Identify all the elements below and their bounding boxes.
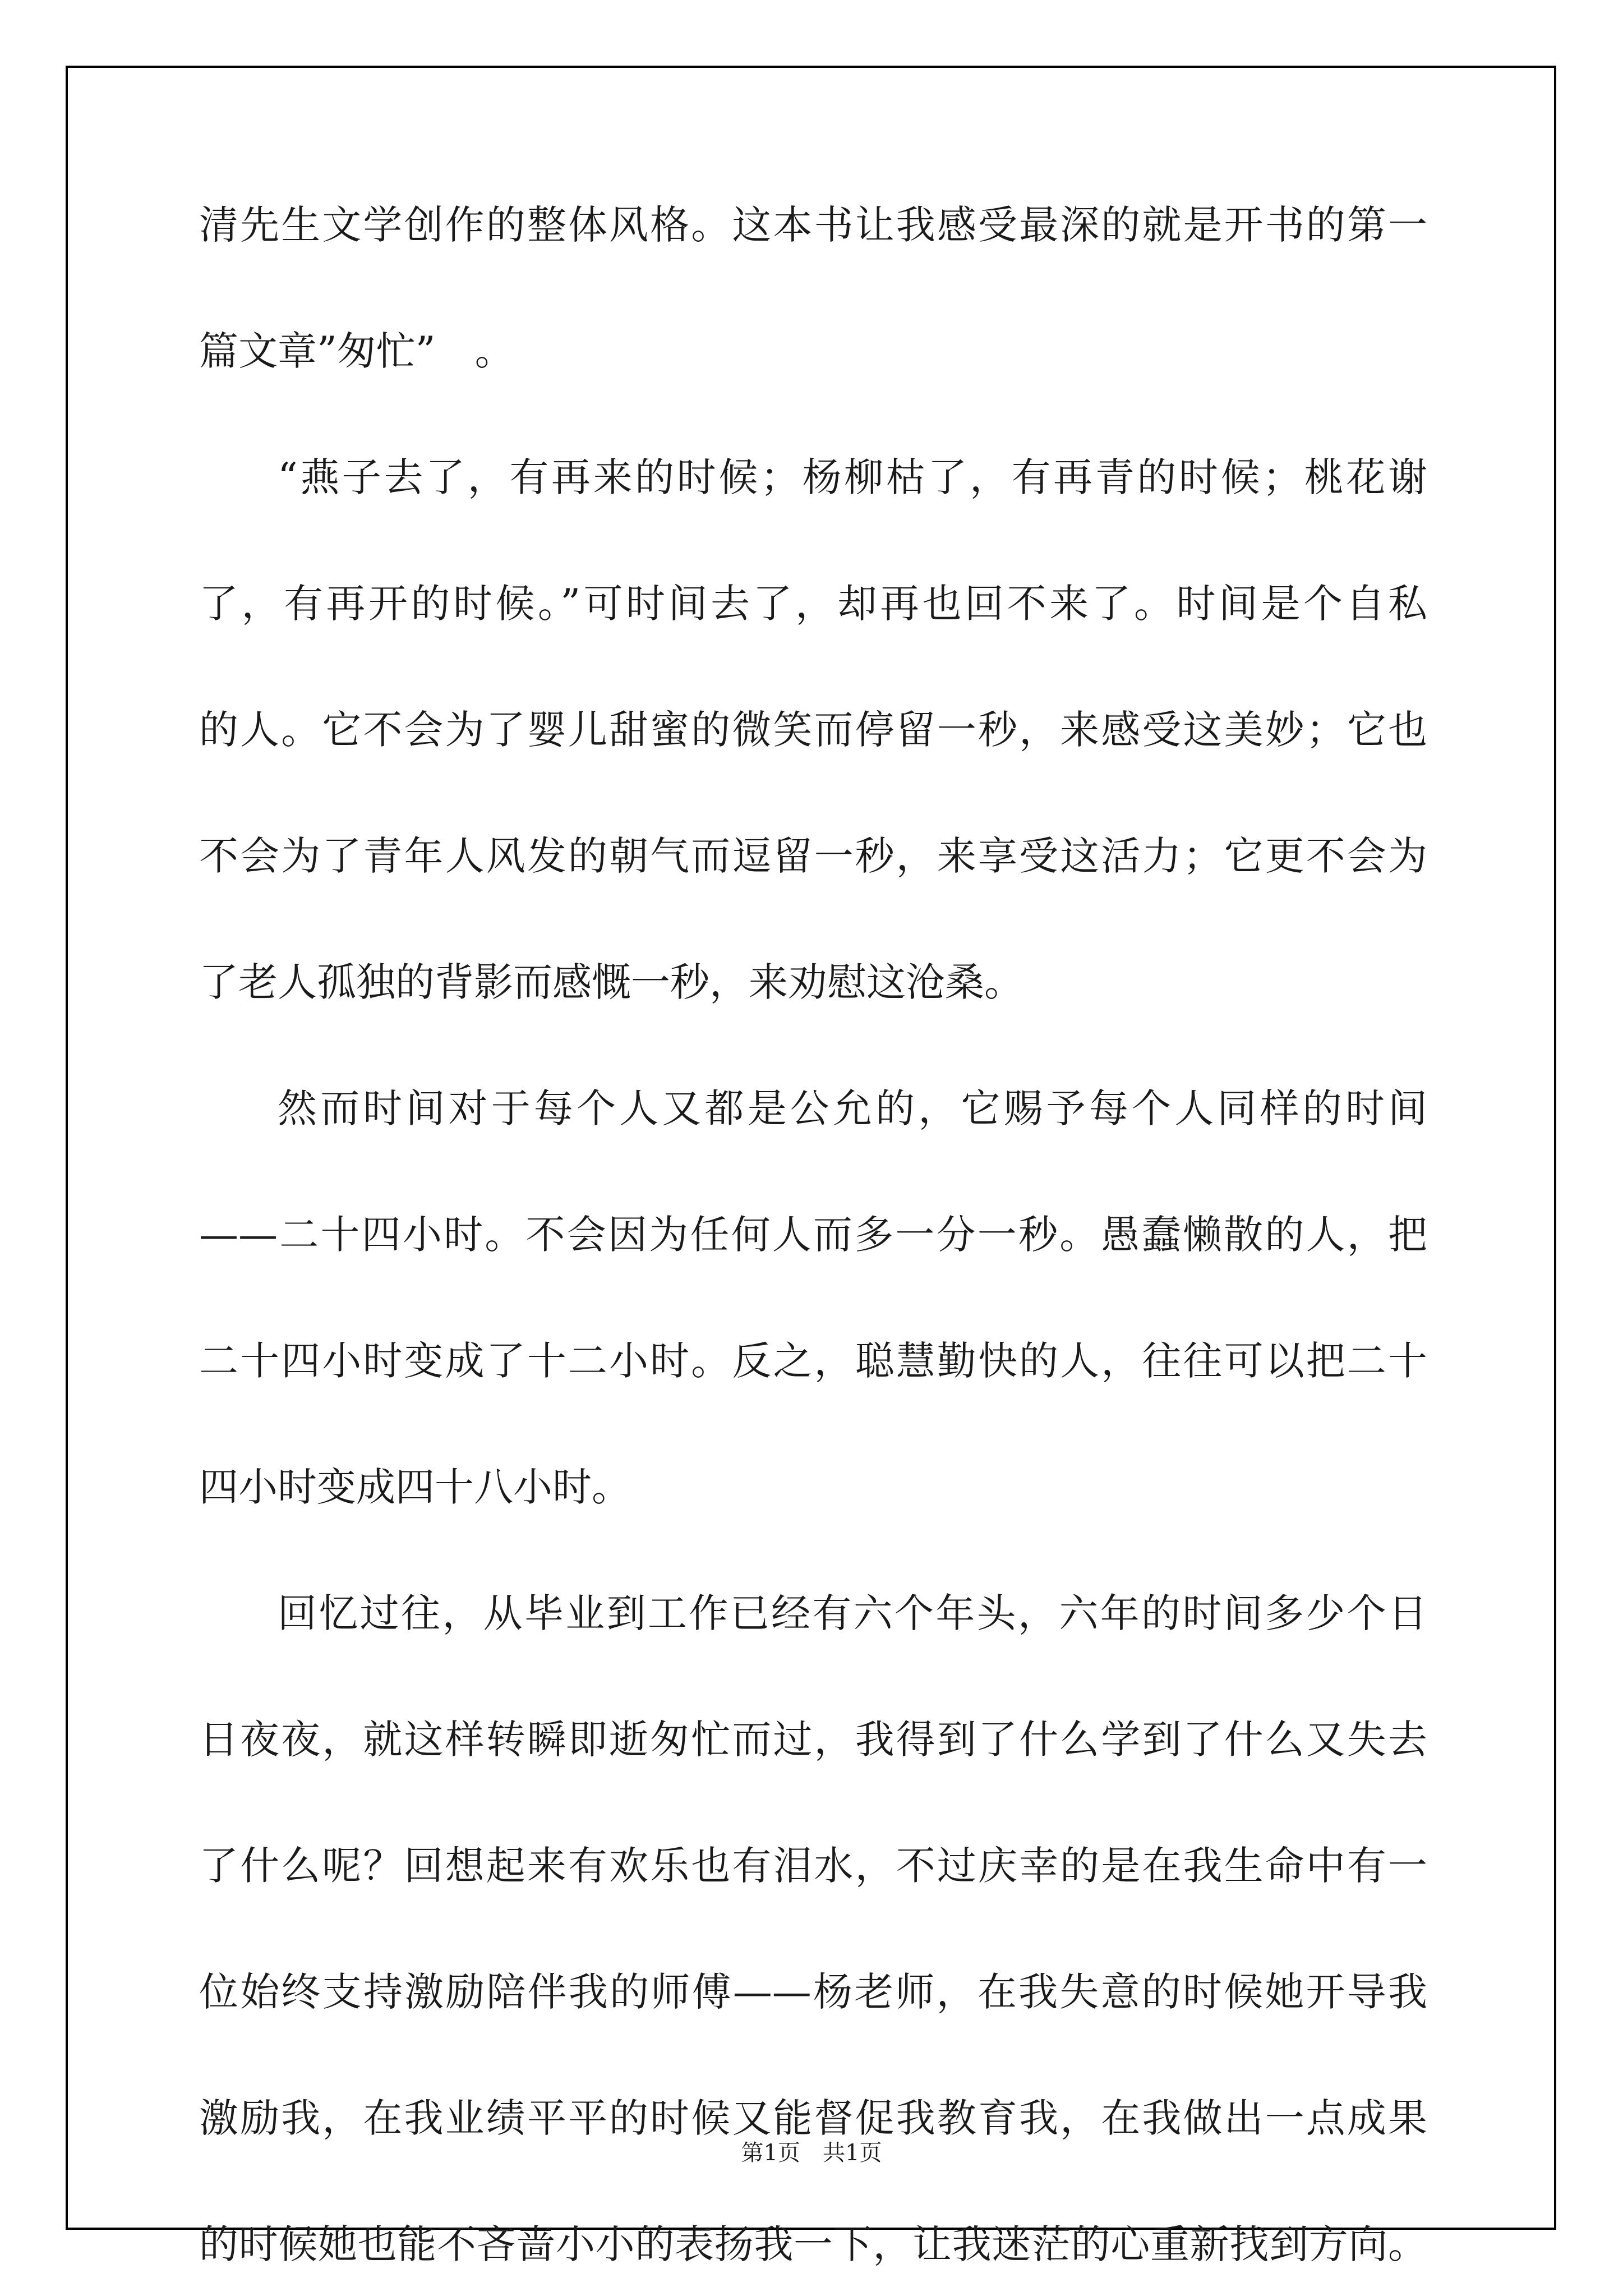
text-line: 了什么呢？回想起来有欢乐也有泪水，不过庆幸的是在我生命中有一 [199, 1843, 1427, 1889]
text-line: 不会为了青年人风发的朝气而逗留一秒，来享受这活力；它更不会为 [199, 833, 1427, 879]
text-line: 篇文章”匆忙” 。 [199, 328, 514, 374]
text-line: 四小时变成四十八小时。 [199, 1464, 631, 1510]
paragraph-first-line: 然而时间对于每个人又都是公允的，它赐予每个人同样的时间 [278, 1085, 1427, 1131]
text-line: 二十四小时变成了十二小时。反之，聪慧勤快的人，往往可以把二十 [199, 1338, 1427, 1384]
text-line: 激励我，在我业绩平平的时候又能督促我教育我，在我做出一点成果 [199, 2095, 1427, 2141]
text-line: ——二十四小时。不会因为任何人而多一分一秒。愚蠢懒散的人，把 [199, 1212, 1427, 1258]
page-number-footer: 第1页 共1页 [741, 2140, 882, 2166]
paragraph-first-line: 回忆过往，从毕业到工作已经有六个年头，六年的时间多少个日 [278, 1590, 1427, 1636]
text-line: 清先生文学创作的整体风格。这本书让我感受最深的就是开书的第一 [199, 202, 1427, 248]
text-line: 的时候她也能不吝啬小小的表扬我一下，让我迷茫的心重新找到方向。 [199, 2221, 1427, 2267]
text-line: 了，有再开的时候。”可时间去了，却再也回不来了。时间是个自私 [199, 581, 1427, 627]
paragraph-first-line: “燕子去了，有再来的时候；杨柳枯了，有再青的时候；桃花谢 [278, 454, 1427, 500]
text-line: 日夜夜，就这样转瞬即逝匆忙而过，我得到了什么学到了什么又失去 [199, 1717, 1427, 1763]
text-line: 位始终支持激励陪伴我的师傅——杨老师，在我失意的时候她开导我 [199, 1969, 1427, 2015]
text-line: 了老人孤独的背影而感慨一秒，来劝慰这沧桑。 [199, 959, 1023, 1005]
document-body [199, 200, 1427, 2270]
text-line: 的人。它不会为了婴儿甜蜜的微笑而停留一秒，来感受这美妙；它也 [199, 707, 1427, 753]
